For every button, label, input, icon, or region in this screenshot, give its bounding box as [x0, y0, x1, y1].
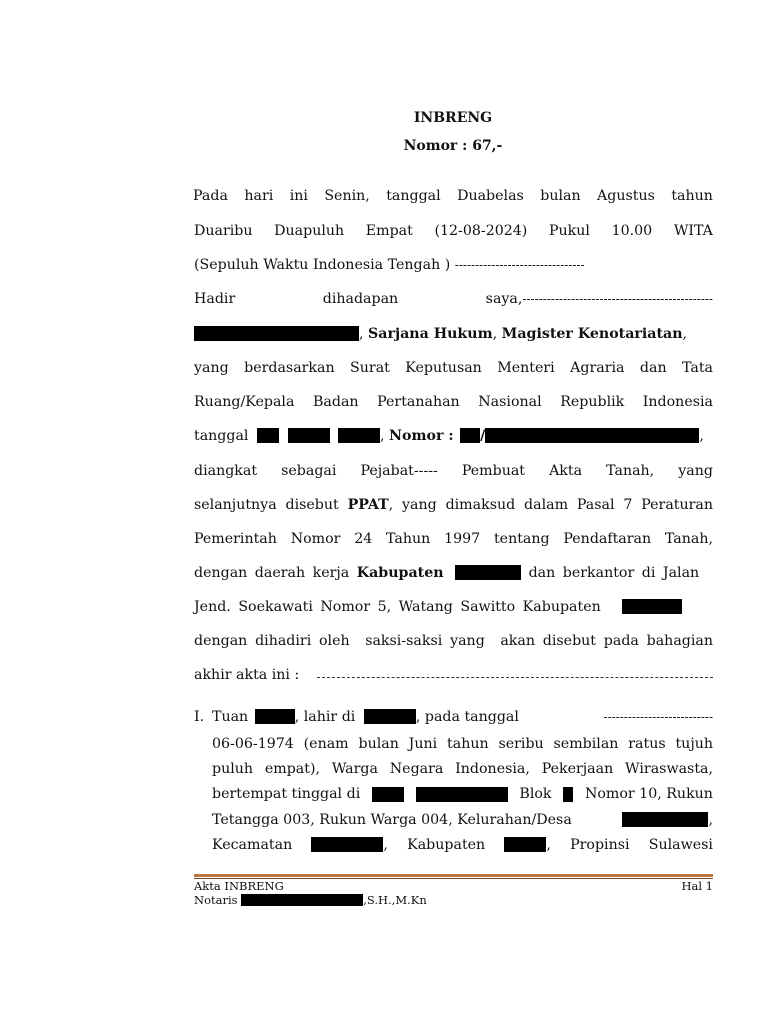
word: tahun — [671, 188, 713, 204]
para-line-5 — [194, 325, 713, 343]
item-marker: I. — [194, 709, 205, 725]
word: yang — [678, 463, 713, 479]
word: WITA — [673, 223, 713, 239]
para-line-14: dengan dihadiri oleh saksi-saksi yang akan disebut pada bahagian — [194, 633, 713, 649]
text: Notaris — [194, 893, 238, 907]
text: Sulawesi — [648, 837, 713, 853]
para-line-3 — [194, 256, 713, 274]
word: Duaribu — [194, 223, 253, 239]
text: Kabupaten — [407, 837, 486, 853]
text: , yang dimaksud dalam Pasal 7 Peraturan — [388, 497, 713, 513]
footer-rule-thick — [194, 874, 713, 877]
text: tanggal — [194, 428, 249, 444]
word: Akta — [549, 463, 583, 479]
dash-filler: -------------------------------- — [454, 258, 585, 272]
word: diangkat — [194, 463, 258, 479]
kabupaten-term: Kabupaten — [356, 565, 444, 581]
word: Pejabat----- — [360, 463, 438, 479]
para-line-15 — [194, 666, 713, 684]
redaction-box — [288, 428, 330, 443]
word: Agustus — [597, 188, 655, 204]
redaction-box — [460, 428, 480, 443]
para-line-11: Pemerintah Nomor 24 Tahun 1997 tentang Pendaftaran Tanah, — [194, 531, 713, 547]
dash-filler: ----------------------------------------------- — [522, 292, 713, 306]
word: dihadapan — [322, 291, 399, 307]
para-line-10 — [194, 496, 713, 514]
text: , — [383, 837, 388, 853]
redaction-box — [194, 326, 359, 341]
text: , pada tanggal — [415, 709, 519, 725]
text: , — [708, 812, 713, 828]
item1-line-4 — [212, 785, 713, 803]
text: selanjutnya disebut — [194, 497, 348, 513]
redaction-box — [504, 837, 546, 852]
para-line-7: Ruang/Kepala Badan Pertanahan Nasional Republik Indonesia — [194, 394, 713, 410]
text: Tetangga 003, Rukun Warga 004, Kelurahan/Desa — [212, 812, 572, 828]
word: Duapuluh — [274, 223, 345, 239]
degree-mkn: Magister Kenotariatan — [501, 326, 683, 342]
word: tanggal — [386, 188, 441, 204]
text: , lahir di — [294, 709, 356, 725]
item1-line-6 — [212, 836, 713, 854]
document-number: Nomor : 67,- — [403, 138, 503, 154]
dash-rule — [317, 677, 713, 678]
para-line-1 — [193, 187, 713, 205]
redaction-box — [455, 565, 521, 580]
redaction-box — [563, 787, 573, 802]
redaction-box — [364, 709, 416, 724]
para-line-9 — [194, 462, 713, 480]
word: Duabelas — [457, 188, 524, 204]
text: Kecamatan — [212, 837, 293, 853]
word: Pukul — [548, 223, 590, 239]
text: , — [380, 428, 390, 444]
word: sebagai — [281, 463, 337, 479]
nomor-label: Nomor : — [389, 428, 454, 444]
text: (Sepuluh Waktu Indonesia Tengah ) — [194, 257, 455, 273]
redaction-with-comma — [622, 811, 713, 829]
word: hari — [244, 188, 274, 204]
para-line-13 — [194, 598, 713, 616]
text: , — [682, 326, 688, 342]
redaction-box — [372, 787, 404, 802]
text: dengan daerah kerja — [194, 565, 357, 581]
word: 10.00 — [611, 223, 653, 239]
para-line-4 — [194, 290, 713, 308]
redaction-box — [338, 428, 380, 443]
word: ini — [289, 188, 308, 204]
footer-doc-name: Akta INBRENG — [194, 879, 284, 893]
text: Blok — [519, 786, 552, 802]
text: ,S.H.,M.Kn — [363, 893, 427, 907]
slash: / — [480, 428, 486, 444]
item1-line-2: 06-06-1974 (enam bulan Juni tahun seribu sembilan ratus tujuh — [212, 736, 713, 752]
item1-line-3: puluh empat), Warga Negara Indonesia, Pekerjaan Wiraswasta, — [212, 761, 713, 777]
word: Pembuat — [461, 463, 526, 479]
word: Empat — [365, 223, 413, 239]
word: (12-08-2024) — [434, 223, 528, 239]
word: bulan — [540, 188, 581, 204]
word: Senin, — [324, 188, 370, 204]
word: saya, — [485, 291, 523, 307]
ppat-term: PPAT — [347, 497, 389, 513]
text: Propinsi — [570, 837, 630, 853]
para-line-12 — [194, 564, 713, 582]
word: Tanah, — [606, 463, 655, 479]
redaction-box — [241, 894, 363, 906]
text: , — [699, 428, 704, 444]
degree-sh: Sarjana Hukum — [368, 326, 493, 342]
word-with-dash — [486, 290, 713, 308]
text: Tuan — [212, 709, 249, 725]
text: dan berkantor di Jalan — [521, 565, 700, 581]
redaction-box — [255, 709, 295, 724]
redaction-box — [622, 812, 708, 827]
text: bertempat tinggal di — [212, 786, 361, 802]
text: , — [546, 837, 551, 853]
document-title: INBRENG — [413, 110, 493, 126]
footer-page-number: Hal 1 — [681, 879, 713, 893]
text: Nomor 10, Rukun — [584, 786, 713, 802]
text: , — [492, 326, 502, 342]
item1-line-5 — [212, 811, 713, 829]
para-line-2 — [194, 222, 713, 240]
text: , — [359, 326, 369, 342]
redaction-box — [485, 428, 699, 443]
redaction-with-comma — [504, 836, 551, 854]
redaction-box — [416, 787, 508, 802]
text: Jend. Soekawati Nomor 5, Watang Sawitto Kabupaten — [194, 599, 601, 615]
footer-notary — [194, 894, 427, 907]
redaction-with-comma — [311, 836, 388, 854]
dash-filler: --------------------------- — [603, 710, 713, 724]
redaction-box — [311, 837, 383, 852]
redaction-box — [622, 599, 682, 614]
para-line-8 — [194, 427, 713, 445]
word: Hadir — [194, 291, 236, 307]
para-line-6: yang berdasarkan Surat Keputusan Menteri Agraria dan Tata — [194, 360, 713, 376]
redaction-box — [257, 428, 279, 443]
text: akhir akta ini : — [194, 667, 300, 683]
word: Pada — [193, 188, 228, 204]
